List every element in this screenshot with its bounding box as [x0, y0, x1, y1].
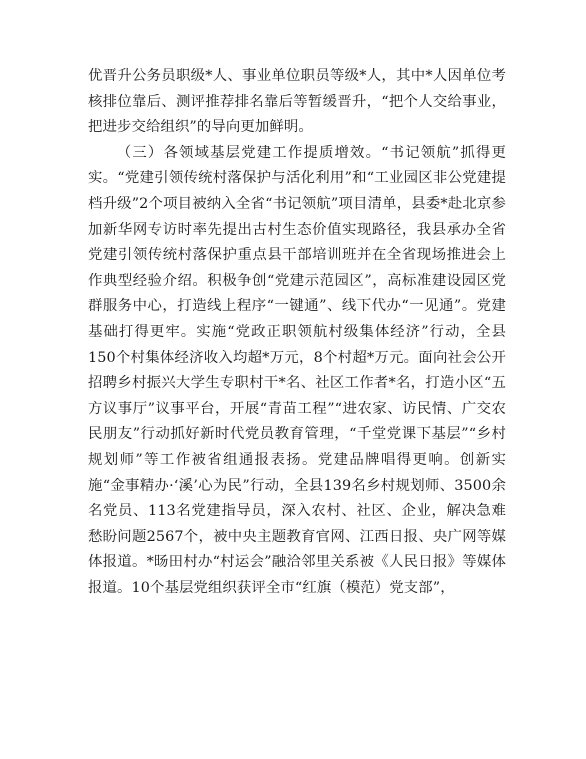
document-body [88, 64, 506, 601]
paragraph-section-three: （三）各领域基层党建工作提质增效。“书记领航”抓得更实。“党建引领传统村落保护与活化利用”和“工业园区非公党建提档升级”2个项目被纳入全省“书记领航”项目清单，县委*赴北京参加新华网专访时率先提出古村生态价值实现路径，我县承办全省党建引领传统村落保护重点县干部培训班并在全省现场推进会上作典型经验介绍。积极争创“党建示范园区”，高标准建设园区党群服务中心，打造线上程序“一键通”、线下代办“一见通”。党建基础打得更牢。实施“党政正职领航村级集体经济”行动，全县150个村集体经济收入均超*万元，8个村超*万元。面向社会公开招聘乡村振兴大学生专职村干*名、社区工作者*名，打造小区“五方议事厅”议事平台，开展“青苗工程”“进农家、访民情、广交农民朋友”行动抓好新时代党员教育管理，“千堂党课下基层”“乡村规划师”等工作被省组通报表扬。党建品牌唱得更响。创新实施“金事精办·‘溪’心为民”行动，全县139名乡村规划师、3500余名党员、113名党建指导员，深入农村、社区、企业，解决急难愁盼问题2567个，被中央主题教育官网、江西日报、央广网等媒体报道。*旸田村办“村运会”融洽邻里关系被《人民日报》等媒体报道。10个基层党组织获评全市“红旗（模范）党支部”， [88, 144, 506, 596]
paragraph-continuation: 优晋升公务员职级*人、事业单位职员等级*人，其中*人因单位考核排位靠后、测评推荐排名靠后等暂缓晋升，“把个人交给事业，把进步交给组织”的导向更加鲜明。 [88, 68, 506, 136]
